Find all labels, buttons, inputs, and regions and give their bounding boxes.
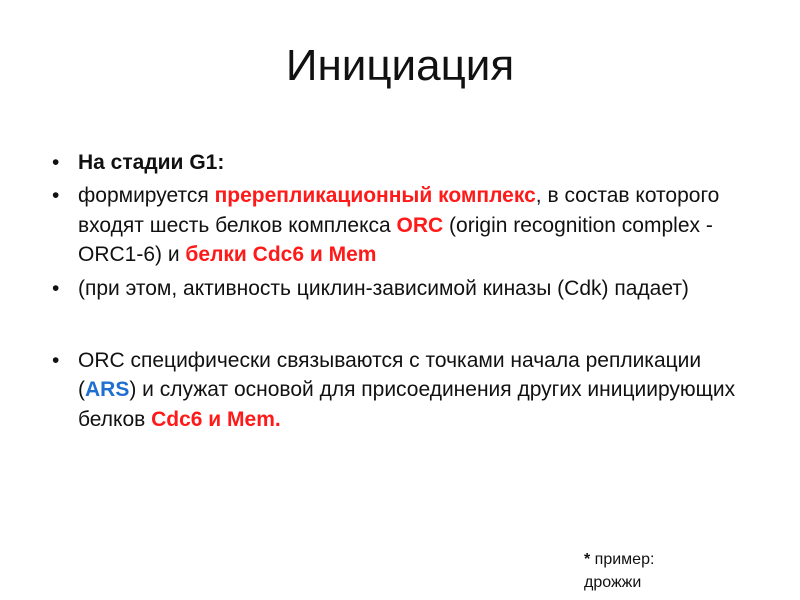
stage-value: G1: xyxy=(189,151,225,174)
bullet-item-cdk xyxy=(52,274,752,303)
text-segment: (origin recognition complex - ORC1-6) и xyxy=(78,213,713,267)
bullet-marker: • xyxy=(52,151,60,174)
footnote xyxy=(584,548,654,594)
highlight-ars: ARS xyxy=(85,378,130,402)
highlight-cdc6-mem-final: Cdc6 и Mem. xyxy=(151,407,281,431)
text-segment: формируется xyxy=(78,184,215,208)
bullet-marker: • xyxy=(52,276,60,300)
footnote-line-2: дрожжи xyxy=(584,574,642,592)
footnote-text: пример: xyxy=(590,551,655,568)
bullet-list xyxy=(52,148,752,434)
highlight-cdc6-mem: белки Cdc6 и Mem xyxy=(185,243,377,267)
footnote-star: * xyxy=(584,551,591,568)
stage-label: На стадии xyxy=(78,151,190,174)
bullet-item-orc-binding xyxy=(52,346,752,434)
bullet-marker: • xyxy=(52,184,60,208)
text-segment: ) и служат основой для присоединения других инициирующих белков xyxy=(78,378,736,431)
slide-title: Инициация xyxy=(285,41,515,90)
highlight-orc: ORC xyxy=(396,213,444,237)
text-segment: (при этом, активность циклин-зависимой киназы (Cdk) падает) xyxy=(78,276,689,300)
bullet-marker: • xyxy=(52,348,60,372)
bullet-item-complex xyxy=(52,181,752,269)
highlight-prereplicative-complex: пререпликационный комплекс xyxy=(214,184,536,208)
text-segment: ORC специфически связываются с точками начала репликации ( xyxy=(78,348,702,402)
footnote-line-1 xyxy=(584,548,654,571)
text-segment: , в состав которого входят шесть белков комплекса xyxy=(78,184,720,237)
bullet-item-stage xyxy=(52,148,752,177)
